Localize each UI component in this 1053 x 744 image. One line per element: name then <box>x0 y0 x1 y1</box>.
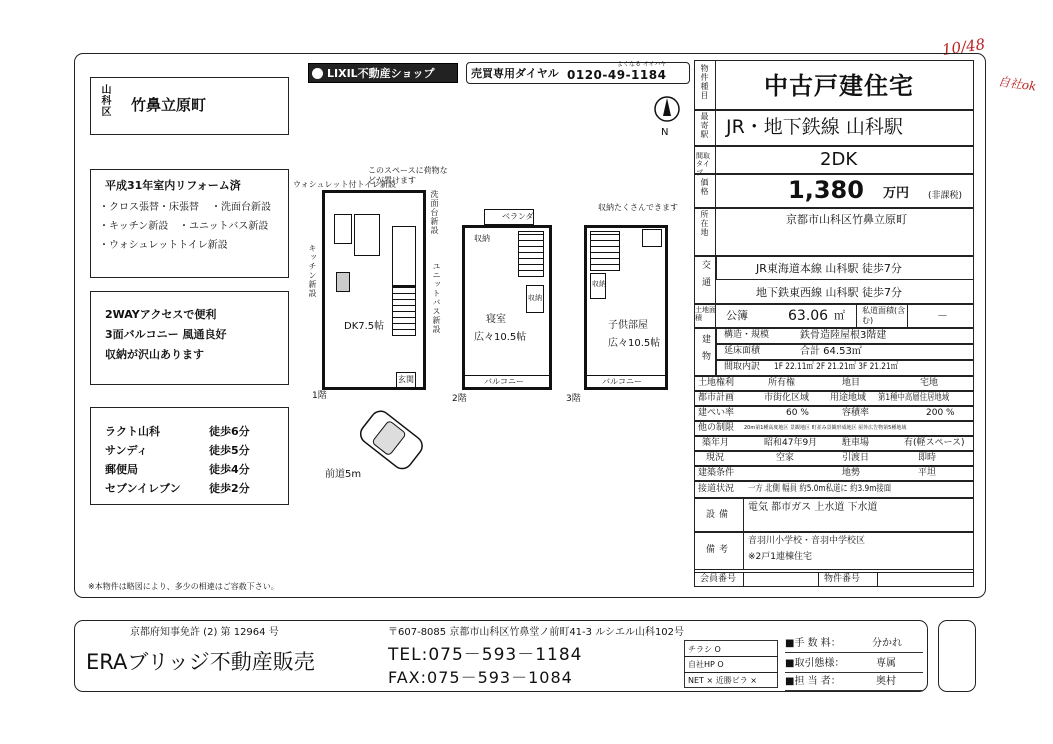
license-text: 京都府知事免許 (2) 第 12964 号 <box>130 627 279 638</box>
location-box <box>90 77 289 135</box>
land-kind: 公簿 <box>726 309 748 322</box>
fee-underline <box>785 652 923 653</box>
fee-value: 分かれ <box>872 638 902 649</box>
coverage-label: 建ぺい率 <box>698 408 735 418</box>
member-label: 会員番号 <box>700 574 737 584</box>
bath-label: ユニットバス新設 <box>432 262 441 334</box>
toilet-room <box>334 214 352 244</box>
selling-point: 2WAYアクセスで便利 <box>105 308 217 321</box>
handover-value: 即時 <box>918 453 937 463</box>
nearby-box <box>90 407 289 505</box>
kids-room-label: 子供部屋 <box>608 320 648 331</box>
nearby-dist: 徒歩4分 <box>209 463 250 476</box>
town-name: 竹鼻立原町 <box>131 96 207 114</box>
land-area: 63.06 <box>788 308 829 324</box>
form-underline <box>785 672 923 673</box>
zoning-label: 用途地域 <box>830 393 867 403</box>
land-right-label: 土地権利 <box>698 378 735 388</box>
price-unit: 万円 <box>883 186 910 201</box>
land-unit: ㎡ <box>834 309 845 322</box>
storage-label: 収納 <box>474 234 490 243</box>
floor-area-label: 延床面積 <box>724 346 761 356</box>
washroom <box>354 214 380 256</box>
kids-room-size: 広々10.5帖 <box>608 338 661 349</box>
staff-underline <box>785 690 923 691</box>
price-label: 価格 <box>700 178 709 196</box>
disclaimer-note: ※本物件は略図により、多少の相違はご容赦下さい。 <box>88 582 279 591</box>
land-label: 土地面積 <box>695 306 716 322</box>
balcony-label: バルコニー <box>484 377 524 386</box>
vanity-label: 洗面台新設 <box>430 190 439 235</box>
address-label: 所在地 <box>700 210 709 237</box>
selling-points-box <box>90 291 289 385</box>
remarks-2: ※2戸1連棟住宅 <box>748 552 812 562</box>
transport-label: 交通 <box>700 260 710 294</box>
status-value: 空家 <box>776 453 795 463</box>
price-value: 1,380 <box>788 176 864 204</box>
restrict-value: 20m第1種高度地区 景観地区 町並み景観形成地区 屋外広告物第5種地域 <box>744 425 907 431</box>
stairs-1f <box>392 286 416 336</box>
feature-item: ・洗面台新設 <box>211 202 271 213</box>
company-address: 〒607-8085 京都市山科区竹鼻堂ノ前町41-3 ルシエル山科102号 <box>388 627 685 638</box>
space-note: このスペースに荷物などが置けます <box>368 166 448 185</box>
company-tel: TEL:075－593－1184 <box>388 645 583 665</box>
bath-room <box>392 226 416 286</box>
selling-point: 収納が沢山あります <box>105 348 204 361</box>
nearby-dist: 徒歩5分 <box>209 444 250 457</box>
nearby-name: サンディ <box>105 444 148 457</box>
floor-1-label: 1階 <box>312 391 327 401</box>
building-label: 建物 <box>700 334 710 368</box>
storage-label: 収納 <box>592 280 606 288</box>
far-value: 200 % <box>926 408 955 418</box>
nearby-dist: 徒歩2分 <box>209 482 250 495</box>
facilities-label: 設備 <box>706 510 733 520</box>
transport-2: 地下鉄東西線 山科駅 徒歩7分 <box>756 286 902 299</box>
layout-label: 間取タイプ <box>696 152 710 177</box>
address-value: 京都市山科区竹鼻立原町 <box>786 213 907 226</box>
property-no-label: 物件番号 <box>824 574 861 584</box>
kitchen-counter <box>336 272 350 292</box>
features-title: 平成31年室内リフォーム済 <box>105 179 241 192</box>
far-label: 容積率 <box>842 408 870 418</box>
facilities-value: 電気 都市ガス 上水道 下水道 <box>748 502 878 513</box>
terrain-value: 平坦 <box>918 468 937 478</box>
dk-label: DK7.5帖 <box>344 321 385 332</box>
toilet-label: ウォシュレット付トイレ新設 <box>293 180 397 189</box>
transport-1: JR東海道本線 山科駅 徒歩7分 <box>756 262 902 275</box>
feature-item: ・クロス張替 <box>99 202 159 213</box>
type-label: 物件種目 <box>700 64 709 100</box>
chimoku-label: 地目 <box>842 378 861 388</box>
terrain-label: 地勢 <box>842 468 861 478</box>
entrance-label: 玄関 <box>398 375 414 384</box>
structure-label: 構造・規模 <box>724 330 770 340</box>
media-hp: 自社HP O <box>688 660 724 669</box>
floor-2-label: 2階 <box>452 394 467 404</box>
nearby-name: ラクト山科 <box>105 425 160 438</box>
storage-note: 収納たくさんできます <box>598 203 678 212</box>
shop-icon <box>312 68 323 79</box>
media-flyer: チラシ O <box>688 645 721 654</box>
company-fax: FAX:075－593－1084 <box>388 668 573 687</box>
station-label: 最寄駅 <box>700 112 709 139</box>
ward-label: 山科区 <box>99 84 110 117</box>
nearby-name: セブンイレブン <box>105 482 181 495</box>
feature-item: ・床張替 <box>159 202 199 213</box>
floorplan-1f <box>322 190 426 390</box>
zoning-value: 第1種中高層住居地域 <box>878 393 950 403</box>
built-label: 築年月 <box>702 438 730 448</box>
built-value: 昭和47年9月 <box>764 438 818 448</box>
floor-3-label: 3階 <box>566 394 581 404</box>
fee-label: ■手 数 料： <box>785 638 841 649</box>
parking-label: 駐車場 <box>842 438 870 448</box>
storage-label: 収納 <box>528 294 542 302</box>
kitchen-label: キッチン新設 <box>308 244 317 298</box>
feature-item: ・ユニットバス新設 <box>179 221 269 232</box>
footer-side-box <box>938 620 976 692</box>
lixil-logo: LIXIL不動産ショップ <box>308 63 458 83</box>
car-icon <box>340 400 430 480</box>
chimoku-value: 宅地 <box>920 378 939 388</box>
compass-north: N <box>661 127 669 138</box>
breakdown-label: 間取内訳 <box>724 362 761 372</box>
form-label: ■取引態様： <box>785 658 845 669</box>
veranda-label: ベランダ <box>502 212 534 221</box>
land-right-value: 所有権 <box>768 378 796 388</box>
private-road-value: － <box>937 309 948 322</box>
media-box <box>684 640 778 688</box>
layout-value: 2DK <box>820 149 858 170</box>
handover-label: 引渡日 <box>842 453 870 463</box>
price-note: (非課税) <box>928 191 963 201</box>
bedroom-size: 広々10.5帖 <box>474 332 527 343</box>
floorplan-2f <box>462 225 552 390</box>
feature-item: ・ウォシュレットトイレ新設 <box>99 240 228 251</box>
road-value: 一方 北側 幅員 約5.0m私道に 約3.9m接面 <box>748 484 892 494</box>
bedroom-label: 寝室 <box>486 314 506 325</box>
staff-label: ■担 当 者： <box>785 676 841 687</box>
stairs-2f <box>518 231 544 277</box>
selling-point: 3面バルコニー 風通良好 <box>105 328 227 341</box>
company-name: ERAブリッジ不動産販売 <box>86 650 315 674</box>
stairs-3f <box>590 231 620 271</box>
coverage-value: 60 % <box>786 408 809 418</box>
features-box <box>90 169 289 278</box>
form-value: 専属 <box>876 658 896 669</box>
handwritten-note: 自社ok <box>997 74 1038 94</box>
storage-3f <box>642 229 662 247</box>
private-road-label: 私道面積(含む) <box>862 306 906 325</box>
remarks-1: 音羽川小学校・音羽中学校区 <box>748 536 866 546</box>
nearby-dist: 徒歩6分 <box>209 425 250 438</box>
city-plan-value: 市街化区域 <box>764 393 810 403</box>
media-net: NET × 近勝ビラ × <box>688 676 757 685</box>
cond-label: 建築条件 <box>698 468 735 478</box>
handwritten-number: 10/48 <box>940 35 987 59</box>
breakdown-value: 1F 22.11㎡ 2F 21.21㎡ 3F 21.21㎡ <box>774 362 899 372</box>
feature-item: ・キッチン新設 <box>99 221 169 232</box>
nearby-name: 郵便局 <box>105 463 138 476</box>
dial-box: 売買専用ダイヤル よくなる イイハヤ 0120-49-1184 <box>466 62 690 84</box>
status-label: 現況 <box>706 453 725 463</box>
road-label: 前道5m <box>325 469 362 480</box>
city-plan-label: 都市計画 <box>698 393 735 403</box>
floorplan-3f <box>584 225 668 390</box>
station-value: JR・地下鉄線 山科駅 <box>726 116 903 138</box>
restrict-label: 他の制限 <box>698 423 735 433</box>
staff-value: 奥村 <box>876 676 896 687</box>
remarks-label: 備考 <box>706 545 733 555</box>
balcony-label: バルコニー <box>602 377 642 386</box>
parking-value: 有(軽スペース) <box>904 438 965 448</box>
floor-area-value: 合計 64.53㎡ <box>800 346 862 357</box>
structure-value: 鉄骨造陸屋根3階建 <box>800 330 887 341</box>
property-type: 中古戸建住宅 <box>764 72 914 100</box>
road-label: 接道状況 <box>698 484 735 494</box>
